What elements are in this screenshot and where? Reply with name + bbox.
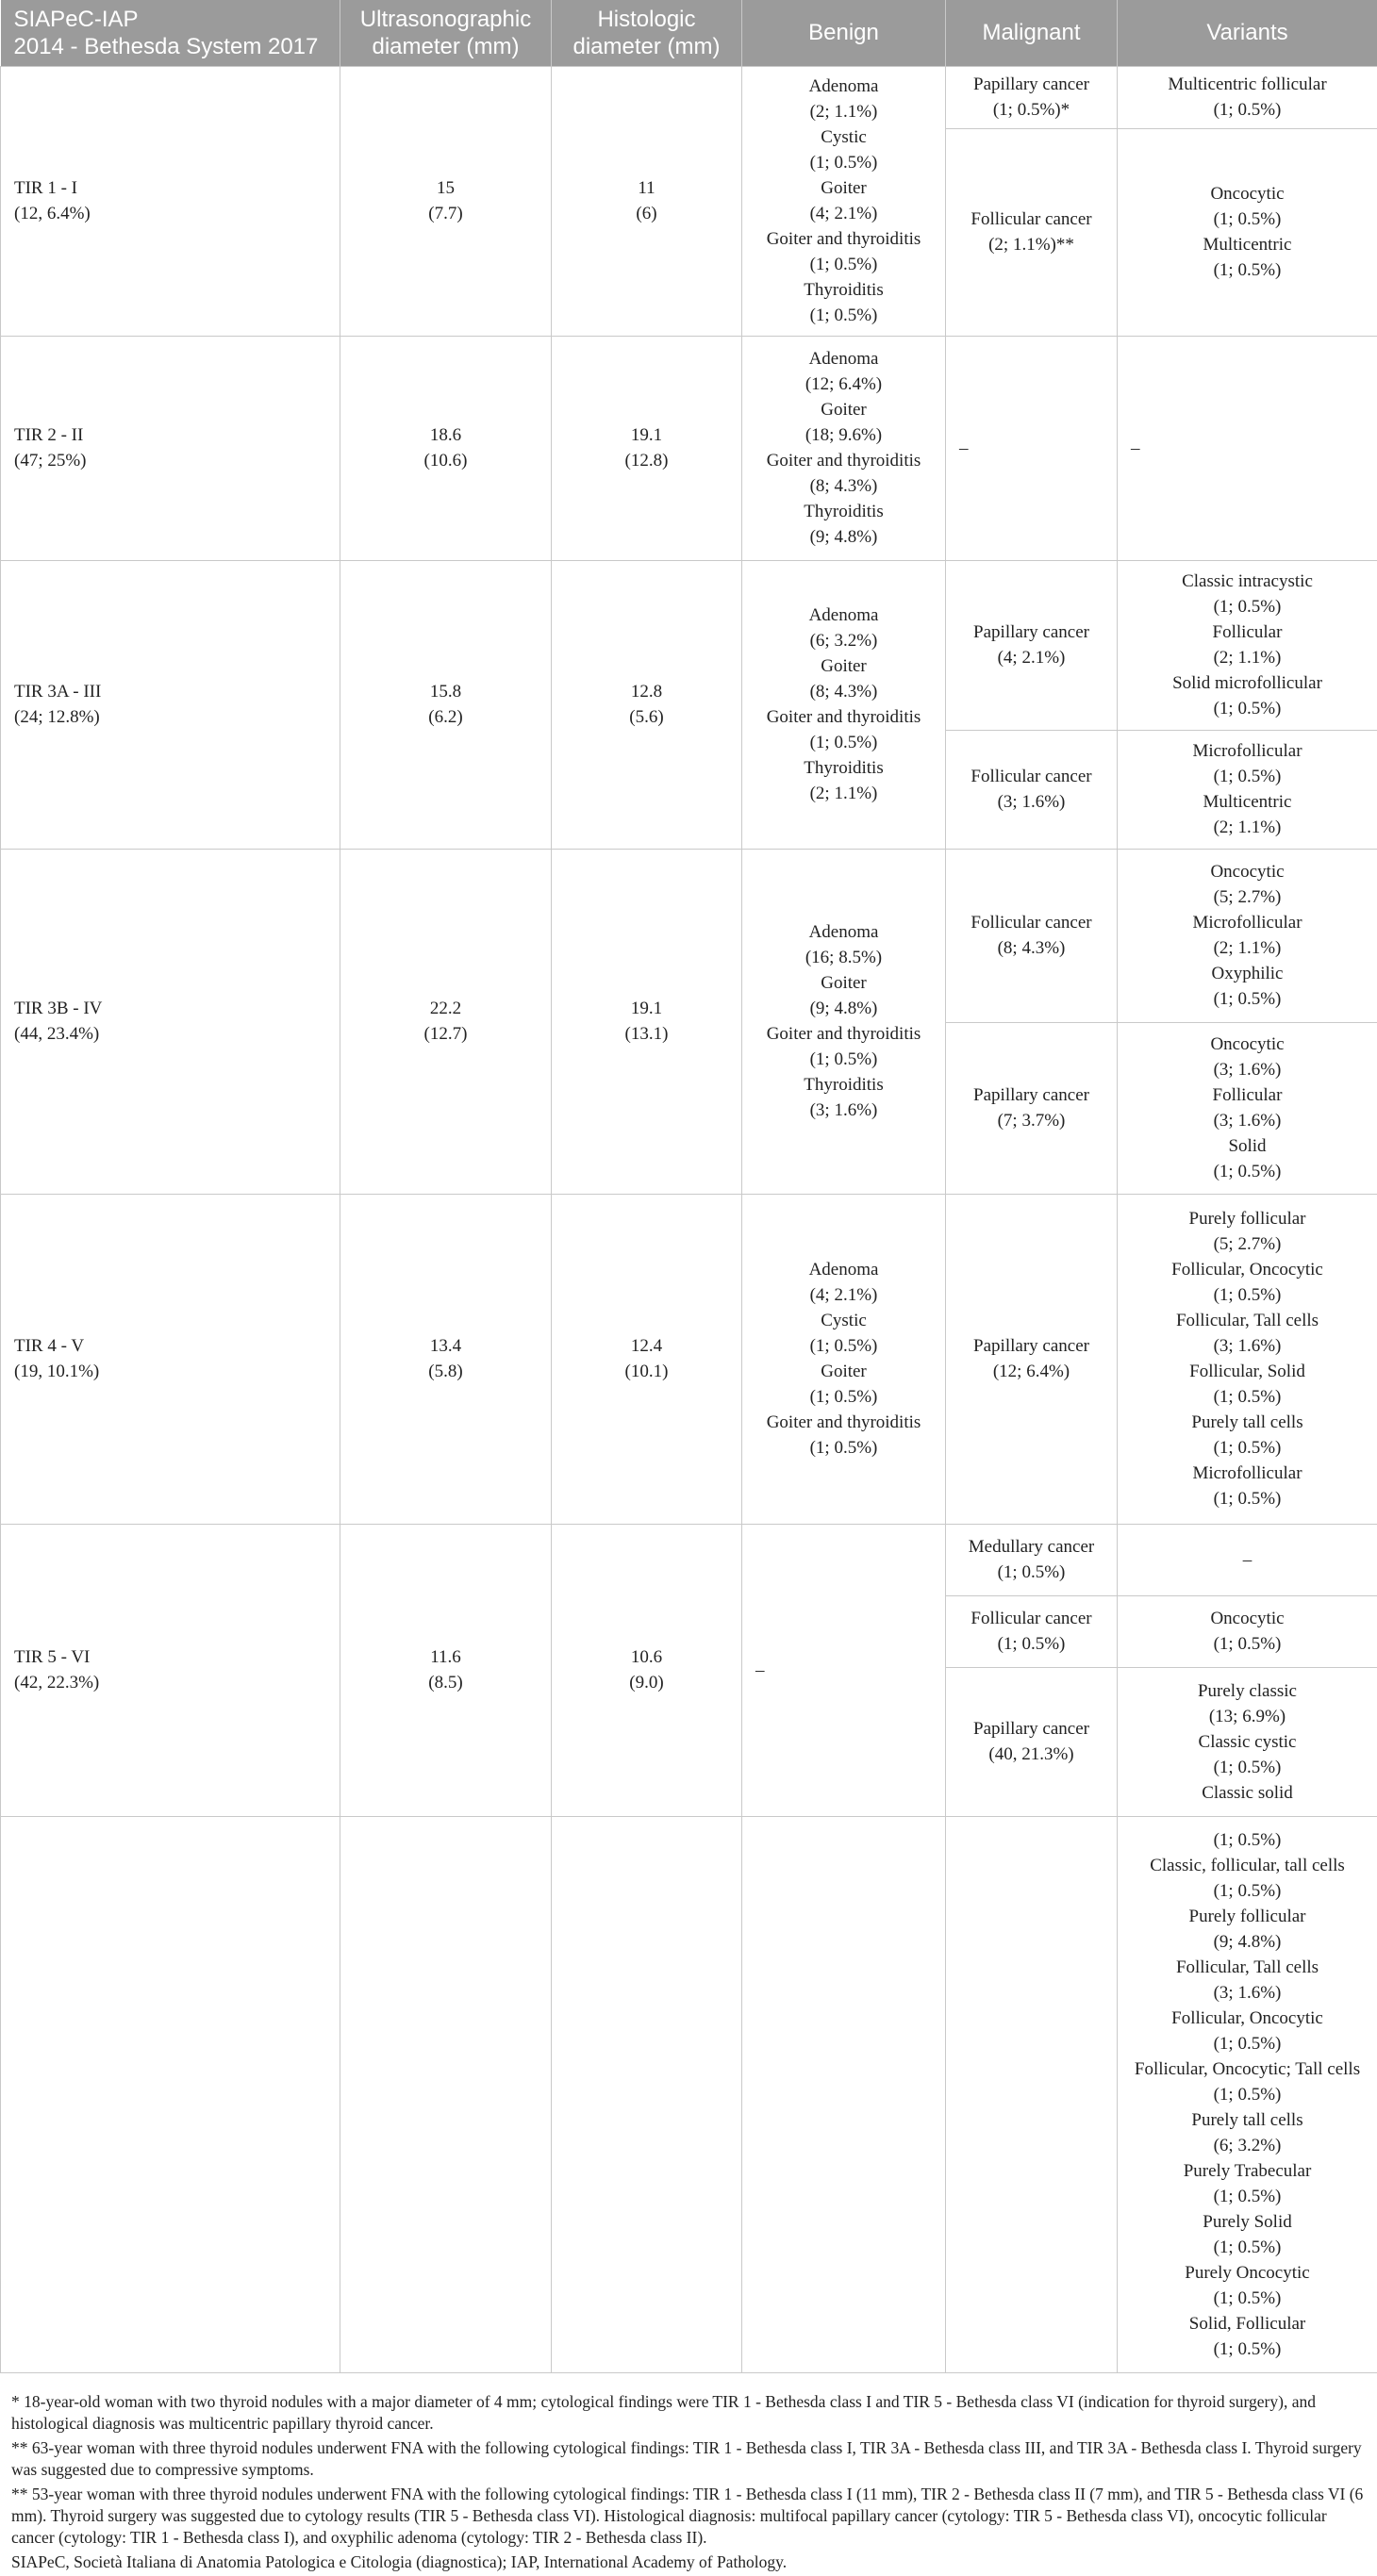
ultrasonographic-cell: 15.8 (6.2) <box>340 560 552 849</box>
empty-cell <box>340 1816 552 2372</box>
table-row <box>1 1816 1377 2372</box>
ultrasonographic-cell: 18.6 (10.6) <box>340 336 552 560</box>
malignant-cell: Papillary cancer (4; 2.1%) <box>946 560 1118 730</box>
category-cell: TIR 3A - III (24; 12.8%) <box>1 560 340 849</box>
variants-cell: Oncocytic (5; 2.7%) Microfollicular (2; 1.1%) Oxyphilic (1; 0.5%) <box>1118 849 1377 1022</box>
benign-cell: – <box>742 1524 946 1816</box>
benign-cell: Adenoma (6; 3.2%) Goiter (8; 4.3%) Goiter and thyroiditis (1; 0.5%) Thyroiditis (2; 1.1%) <box>742 560 946 849</box>
variants-cell: Purely classic (13; 6.9%) Classic cystic (1; 0.5%) Classic solid <box>1118 1667 1377 1816</box>
table-header-row <box>1 0 1377 66</box>
header-benign: Benign <box>742 0 946 66</box>
empty-cell <box>742 1816 946 2372</box>
malignant-cell: Follicular cancer (3; 1.6%) <box>946 730 1118 849</box>
malignant-cell: – <box>946 336 1118 560</box>
table-row <box>1 66 1377 128</box>
malignant-cell: Follicular cancer (1; 0.5%) <box>946 1595 1118 1667</box>
variants-cell: Purely follicular (5; 2.7%) Follicular, Oncocytic (1; 0.5%) Follicular, Tall cells (3; 1.6%) Follicular, Solid (1; 0.5%) Purely tall cells (1; 0.5%) Microfollicular (1; 0.5%) <box>1118 1194 1377 1524</box>
benign-cell: Adenoma (4; 2.1%) Cystic (1; 0.5%) Goiter (1; 0.5%) Goiter and thyroiditis (1; 0.5%) <box>742 1194 946 1524</box>
table-footnotes <box>11 2391 1369 2576</box>
category-cell: TIR 1 - I (12, 6.4%) <box>1 66 340 336</box>
header-category: SIAPeC-IAP 2014 - Bethesda System 2017 <box>1 0 340 66</box>
header-malignant: Malignant <box>946 0 1118 66</box>
ultrasonographic-cell: 13.4 (5.8) <box>340 1194 552 1524</box>
variants-cell: Multicentric follicular (1; 0.5%) <box>1118 66 1377 128</box>
histologic-cell: 19.1 (13.1) <box>552 849 742 1194</box>
malignant-cell: Follicular cancer (8; 4.3%) <box>946 849 1118 1022</box>
footnote: ** 53-year woman with three thyroid nodules underwent FNA with the following cytological findings: TIR 1 - Bethesda class I (11 mm), TIR 2 - Bethesda class II (7 mm), and TIR 5 - Bethesda class VI (6 mm). Thyroid surgery was suggested due to cytology results (TIR 5 - Bethesda class VI). Histological diagnosis: multifocal papillary cancer (cytology: TIR 5 - Bethesda class VI), oncocytic follicular cancer (cytology: TIR 1 - Bethesda class I), and oxyphilic adenoma (cytology: TIR 2 - Bethesda class II). <box>11 2484 1369 2549</box>
empty-cell <box>1 1816 340 2372</box>
variants-cell: (1; 0.5%) Classic, follicular, tall cells (1; 0.5%) Purely follicular (9; 4.8%) Follicular, Tall cells (3; 1.6%) Follicular, Oncocytic (1; 0.5%) Follicular, Oncocytic; Tall cells (1; 0.5%) Purely tall cells (6; 3.2%) Purely Trabecular (1; 0.5%) Purely Solid (1; 0.5%) Purely Oncocytic (1; 0.5%) Solid, Follicular (1; 0.5%) <box>1118 1816 1377 2372</box>
footnote: * 18-year-old woman with two thyroid nodules with a major diameter of 4 mm; cytological findings were TIR 1 - Bethesda class I and TIR 5 - Bethesda class VI (indication for thyroid surgery), and histological diagnosis was multicentric papillary thyroid cancer. <box>11 2391 1369 2435</box>
histologic-cell: 12.4 (10.1) <box>552 1194 742 1524</box>
variants-cell: – <box>1118 336 1377 560</box>
ultrasonographic-cell: 22.2 (12.7) <box>340 849 552 1194</box>
malignant-cell: Papillary cancer (7; 3.7%) <box>946 1022 1118 1194</box>
malignant-cell: Follicular cancer (2; 1.1%)** <box>946 128 1118 336</box>
header-variants: Variants <box>1118 0 1377 66</box>
benign-cell: Adenoma (2; 1.1%) Cystic (1; 0.5%) Goiter (4; 2.1%) Goiter and thyroiditis (1; 0.5%) Thyroiditis (1; 0.5%) <box>742 66 946 336</box>
footnote: SIAPeC, Società Italiana di Anatomia Patologica e Citologia (diagnostica); IAP, International Academy of Pathology. <box>11 2551 1369 2573</box>
empty-cell <box>552 1816 742 2372</box>
category-cell: TIR 5 - VI (42, 22.3%) <box>1 1524 340 1816</box>
table-row <box>1 1524 1377 1595</box>
header-ultrasonographic-diameter: Ultrasonographic diameter (mm) <box>340 0 552 66</box>
benign-cell: Adenoma (12; 6.4%) Goiter (18; 9.6%) Goiter and thyroiditis (8; 4.3%) Thyroiditis (9; 4.8%) <box>742 336 946 560</box>
empty-cell <box>946 1816 1118 2372</box>
malignant-cell: Papillary cancer (40, 21.3%) <box>946 1667 1118 1816</box>
category-cell: TIR 4 - V (19, 10.1%) <box>1 1194 340 1524</box>
variants-cell: Oncocytic (1; 0.5%) Multicentric (1; 0.5%) <box>1118 128 1377 336</box>
variants-cell: Oncocytic (3; 1.6%) Follicular (3; 1.6%) Solid (1; 0.5%) <box>1118 1022 1377 1194</box>
table-row <box>1 336 1377 560</box>
category-cell: TIR 2 - II (47; 25%) <box>1 336 340 560</box>
variants-cell: Microfollicular (1; 0.5%) Multicentric (2; 1.1%) <box>1118 730 1377 849</box>
malignant-cell: Papillary cancer (1; 0.5%)* <box>946 66 1118 128</box>
ultrasonographic-cell: 15 (7.7) <box>340 66 552 336</box>
category-cell: TIR 3B - IV (44, 23.4%) <box>1 849 340 1194</box>
malignant-cell: Medullary cancer (1; 0.5%) <box>946 1524 1118 1595</box>
benign-cell: Adenoma (16; 8.5%) Goiter (9; 4.8%) Goiter and thyroiditis (1; 0.5%) Thyroiditis (3; 1.6%) <box>742 849 946 1194</box>
malignant-cell: Papillary cancer (12; 6.4%) <box>946 1194 1118 1524</box>
ultrasonographic-cell: 11.6 (8.5) <box>340 1524 552 1816</box>
variants-cell: Oncocytic (1; 0.5%) <box>1118 1595 1377 1667</box>
variants-cell: – <box>1118 1524 1377 1595</box>
histologic-cell: 19.1 (12.8) <box>552 336 742 560</box>
table-row <box>1 849 1377 1022</box>
variants-cell: Classic intracystic (1; 0.5%) Follicular (2; 1.1%) Solid microfollicular (1; 0.5%) <box>1118 560 1377 730</box>
histologic-cell: 11 (6) <box>552 66 742 336</box>
histologic-cell: 12.8 (5.6) <box>552 560 742 849</box>
table-row <box>1 560 1377 730</box>
histologic-cell: 10.6 (9.0) <box>552 1524 742 1816</box>
footnote: ** 63-year woman with three thyroid nodules underwent FNA with the following cytological findings: TIR 1 - Bethesda class I, TIR 3A - Bethesda class III, and TIR 3A - Bethesda class I. Thyroid surgery was suggested due to compressive symptoms. <box>11 2437 1369 2481</box>
header-histologic-diameter: Histologic diameter (mm) <box>552 0 742 66</box>
table-row <box>1 1194 1377 1524</box>
